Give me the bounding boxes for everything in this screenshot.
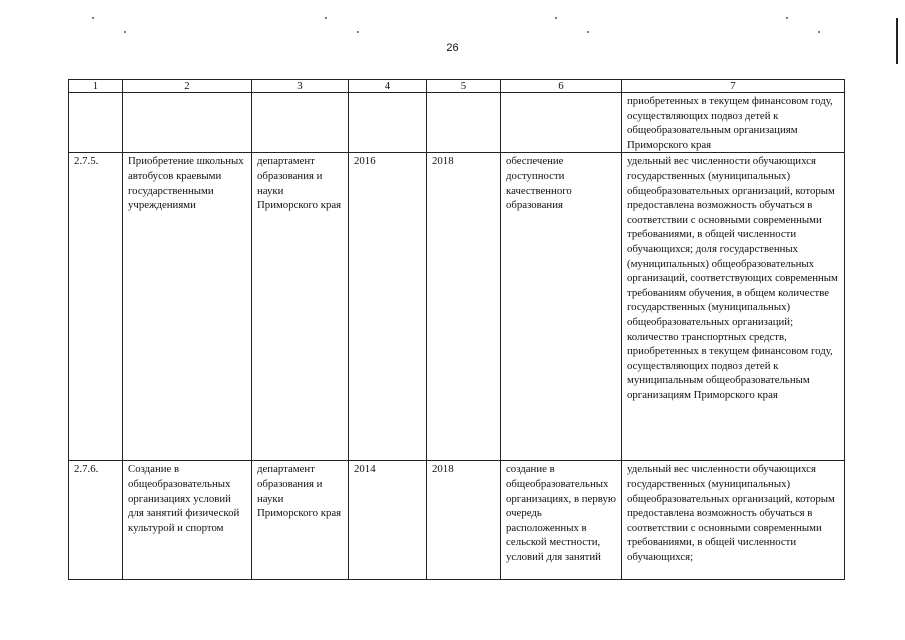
cell-result: создание в общеобразовательных организациях, в первую очередь расположенных в сельской местности, условий для занятий	[501, 461, 622, 580]
cell-end-year	[427, 93, 501, 153]
scan-speck	[587, 31, 589, 33]
cell-start-year: 2014	[349, 461, 427, 580]
cell-end-year: 2018	[427, 153, 501, 461]
column-header: 3	[252, 80, 349, 93]
scan-speck	[555, 17, 557, 19]
scan-edge-mark	[896, 18, 898, 64]
program-table	[68, 79, 845, 580]
cell-start-year	[349, 93, 427, 153]
column-header: 2	[123, 80, 252, 93]
cell-activity	[123, 93, 252, 153]
cell-indicators: удельный вес численности обучающихся государственных (муниципальных) общеобразовательных организаций, которым предоставлена возможность обучаться в соответствии с основными современными требованиями, в общей численности обучающихся;	[622, 461, 845, 580]
page-number: 26	[446, 42, 459, 54]
cell-responsible: департамент образования и науки Приморского края	[252, 461, 349, 580]
cell-result: обеспечение доступности качественного образования	[501, 153, 622, 461]
cell-result	[501, 93, 622, 153]
scan-speck	[786, 17, 788, 19]
cell-indicators: приобретенных в текущем финансовом году, осуществляющих подвоз детей к общеобразовательным организациям Приморского края	[622, 93, 845, 153]
cell-number: 2.7.6.	[69, 461, 123, 580]
cell-number	[69, 93, 123, 153]
cell-number: 2.7.5.	[69, 153, 123, 461]
cell-end-year: 2018	[427, 461, 501, 580]
column-header: 7	[622, 80, 845, 93]
scan-speck	[357, 31, 359, 33]
cell-indicators: удельный вес численности обучающихся государственных (муниципальных) общеобразовательных организаций, которым предоставлена возможность обучаться в соответствии с основными современными требованиями, в общей численности обучающихся; доля государственных (муниципальных) общеобразовательных организаций, соответствующих современным требованиям обучения, в общем количестве государственных (муниципальных) общеобразовательных организаций; количество транспортных средств, приобретенных в текущем финансовом году, осуществляющих подвоз детей к муниципальным общеобразовательным организациям Приморского края	[622, 153, 845, 461]
cell-activity: Создание в общеобразовательных организациях условий для занятий физической культурой и спортом	[123, 461, 252, 580]
cell-start-year: 2016	[349, 153, 427, 461]
column-header: 4	[349, 80, 427, 93]
table-header-row	[69, 80, 845, 93]
table-row	[69, 93, 845, 153]
column-header: 6	[501, 80, 622, 93]
scan-speck	[124, 31, 126, 33]
column-header: 5	[427, 80, 501, 93]
column-header: 1	[69, 80, 123, 93]
cell-responsible: департамент образования и науки Приморского края	[252, 153, 349, 461]
cell-activity: Приобретение школьных автобусов краевыми государственными учреждениями	[123, 153, 252, 461]
table-row	[69, 153, 845, 461]
scan-speck	[818, 31, 820, 33]
table-row	[69, 461, 845, 580]
cell-responsible	[252, 93, 349, 153]
scan-speck	[325, 17, 327, 19]
scan-speck	[92, 17, 94, 19]
